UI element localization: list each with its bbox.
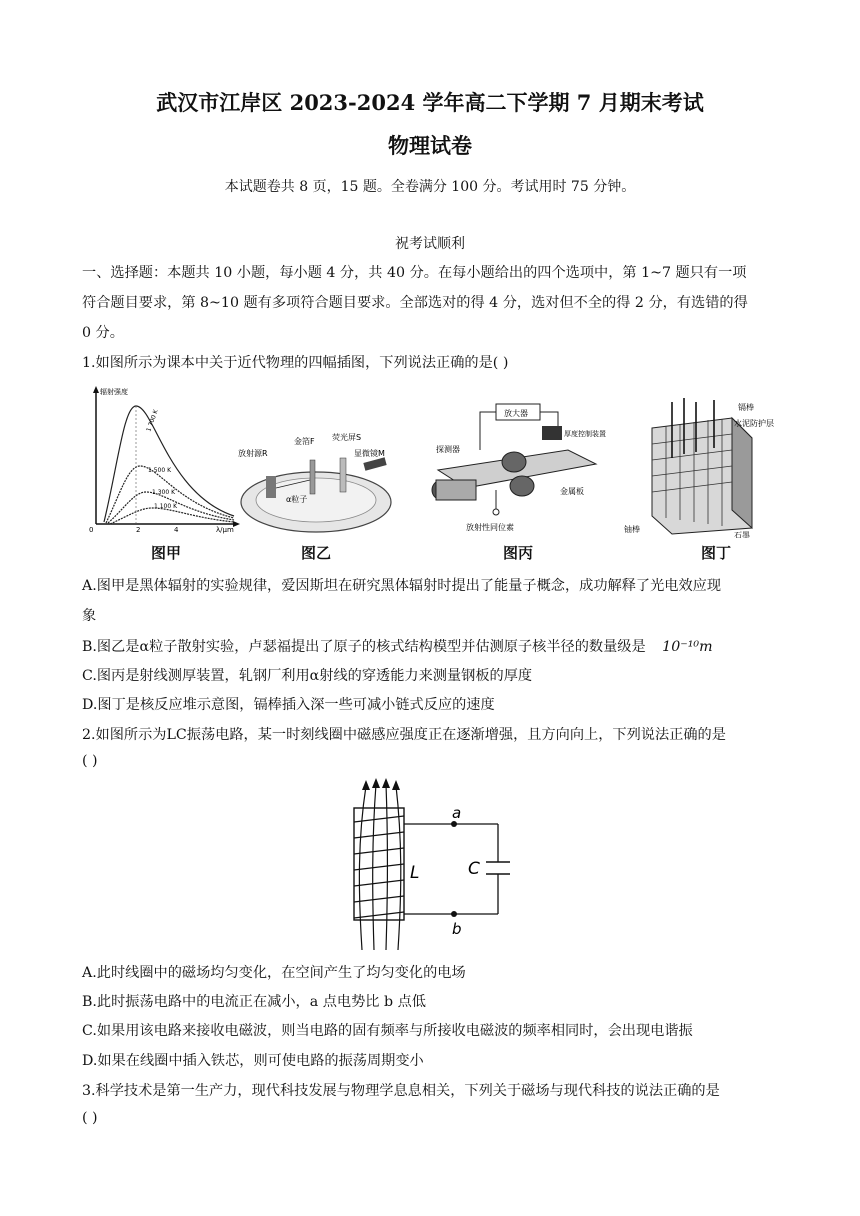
bing-label-plate: 金属板 (560, 487, 584, 496)
source-r (266, 476, 276, 498)
ding-label-uranium: 铀棒 (624, 525, 640, 534)
exam-subtitle: 物理试卷 (388, 133, 472, 158)
figure-yi (236, 430, 396, 540)
section-instructions-3: 0 分。 (82, 325, 124, 341)
yi-label-alpha: α粒子 (286, 495, 308, 504)
label-1300k: 1 300 K (152, 489, 176, 496)
jia-xlabel: λ/μm (216, 526, 234, 534)
yi-label-source: 放射源R (238, 449, 268, 458)
exam-info: 本试题卷共 8 页，15 题。全卷满分 100 分。考试用时 75 分钟。 (224, 179, 636, 195)
jia-tick-0: 0 (89, 526, 94, 534)
yi-label-screen: 荧光屏S (332, 433, 362, 442)
bing-label-amplifier: 放大器 (504, 409, 528, 418)
q1-option-a-cont: 象 (82, 608, 97, 624)
q3-stem: 3.科学技术是第一生产力，现代科技发展与物理学息息相关，下列关于磁场与现代科技的说法正确的是 (82, 1083, 720, 1099)
q2-stem-paren: ( ) (82, 753, 98, 769)
label-C: C (468, 859, 480, 879)
bing-label-isotope: 放射性同位素 (466, 523, 514, 532)
q1-option-c: C.图丙是射线测厚装置，轧钢厂利用α射线的穿透能力来测量钢板的厚度 (82, 668, 533, 684)
jia-tick-4: 4 (174, 526, 179, 534)
q1-stem: 1.如图所示为课本中关于近代物理的四幅插图，下列说法正确的是( ) (82, 355, 509, 371)
q2-option-c: C.如果用该电路来接收电磁波，则当电路的固有频率与所接收电磁波的频率相同时，会出现电谐振 (82, 1023, 693, 1039)
q2-option-b: B.此时振荡电路中的电流正在减小，a 点电势比 b 点低 (82, 994, 426, 1010)
yi-label-foil: 金箔F (294, 437, 315, 446)
microscope (363, 457, 386, 470)
label-L: L (410, 863, 420, 883)
ding-label-cadmium: 镉棒 (738, 403, 754, 412)
blessing: 祝考试顺利 (395, 236, 465, 252)
q2-option-d: D.如果在线圈中插入铁芯，则可使电路的振荡周期变小 (82, 1053, 424, 1069)
gold-foil (310, 460, 315, 494)
fluorescent-screen (340, 458, 346, 492)
jia-tick-2: 2 (136, 526, 141, 534)
label-a: a (452, 804, 462, 822)
caption-yi: 图乙 (300, 544, 331, 562)
bing-label-detector: 探测器 (436, 445, 460, 454)
q1-option-a: A.图甲是黑体辐射的实验规律，爱因斯坦在研究黑体辐射时提出了能量子概念，成功解释了光电效应现 (82, 578, 722, 594)
q3-stem-paren: ( ) (82, 1110, 98, 1126)
caption-jia: 图甲 (150, 544, 181, 562)
ding-label-graphite: 石墨 (734, 531, 750, 538)
figure-ding (622, 398, 792, 538)
label-1700k: 1 700 K (145, 408, 160, 433)
q1-option-d: D.图丁是核反应堆示意图，镉棒插入深一些可减小链式反应的速度 (82, 697, 495, 713)
caption-bing: 图丙 (502, 544, 533, 562)
exam-title: 武汉市江岸区 2023-2024 学年高二下学期 7 月期末考试 (156, 90, 704, 115)
label-b: b (452, 920, 462, 938)
label-1100k: 1 100 K (154, 503, 178, 510)
q2-stem: 2.如图所示为LC振荡电路，某一时刻线圈中磁感应强度正在逐渐增强，且方向向上，下列说法正确的是 (82, 727, 726, 743)
node-b (451, 911, 457, 917)
bing-label-controller: 厚度控制装置 (564, 430, 606, 438)
figure-bing (418, 400, 608, 536)
q1-option-b-text: B.图乙是α粒子散射实验，卢瑟福提出了原子的核式结构模型并估测原子核半径的数量级是 (82, 639, 646, 655)
lc-circuit-figure (340, 778, 510, 953)
section-instructions-2: 符合题目要求，第 8~10 题有多项符合题目要求。全部选对的得 4 分，选对但不全的得 2 分，有选错的得 (82, 295, 748, 311)
caption-ding: 图丁 (700, 544, 731, 562)
ding-label-concrete: 水泥防护层 (734, 419, 774, 428)
q1-option-b (82, 636, 713, 656)
yi-label-microscope: 显微镜M (354, 449, 385, 458)
label-1500k: 1 500 K (148, 467, 172, 474)
section-instructions-1: 一、选择题：本题共 10 小题，每小题 4 分，共 40 分。在每小题给出的四个选项中，第 1~7 题只有一项 (82, 265, 747, 281)
q2-option-a: A.此时线圈中的磁场均匀变化，在空间产生了均匀变化的电场 (82, 965, 466, 981)
q1-option-b-math: 10⁻¹⁰m (662, 639, 713, 655)
jia-ylabel: 辐射强度 (100, 388, 128, 396)
figure-jia (84, 384, 244, 534)
